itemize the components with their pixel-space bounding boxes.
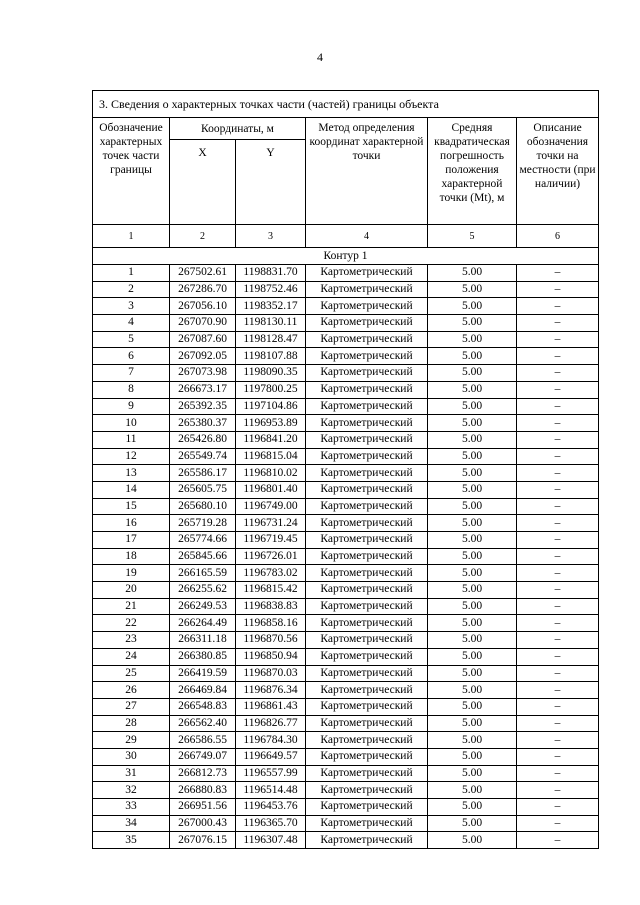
method-cell: Картометрический bbox=[306, 265, 428, 282]
description-cell: – bbox=[517, 398, 599, 415]
point-number-cell: 28 bbox=[93, 715, 170, 732]
description-cell: – bbox=[517, 765, 599, 782]
method-cell: Картометрический bbox=[306, 765, 428, 782]
description-cell: – bbox=[517, 615, 599, 632]
method-cell: Картометрический bbox=[306, 815, 428, 832]
point-number-cell: 18 bbox=[93, 548, 170, 565]
coord-y-cell: 1196841.20 bbox=[236, 431, 306, 448]
points-table-body bbox=[93, 265, 599, 849]
table-row bbox=[93, 381, 599, 398]
point-number-cell: 24 bbox=[93, 648, 170, 665]
point-number-cell: 5 bbox=[93, 331, 170, 348]
coord-y-cell: 1198752.46 bbox=[236, 281, 306, 298]
error-cell: 5.00 bbox=[428, 832, 517, 849]
table-row bbox=[93, 348, 599, 365]
coord-x-cell: 265845.66 bbox=[170, 548, 236, 565]
point-number-cell: 2 bbox=[93, 281, 170, 298]
description-cell: – bbox=[517, 431, 599, 448]
description-cell: – bbox=[517, 331, 599, 348]
point-number-cell: 8 bbox=[93, 381, 170, 398]
description-cell: – bbox=[517, 515, 599, 532]
error-cell: 5.00 bbox=[428, 348, 517, 365]
coord-x-cell: 266673.17 bbox=[170, 381, 236, 398]
column-number: 3 bbox=[236, 225, 306, 248]
method-cell: Картометрический bbox=[306, 698, 428, 715]
table-row bbox=[93, 815, 599, 832]
coord-y-cell: 1196870.03 bbox=[236, 665, 306, 682]
point-number-cell: 25 bbox=[93, 665, 170, 682]
table-row bbox=[93, 365, 599, 382]
point-number-cell: 35 bbox=[93, 832, 170, 849]
point-number-cell: 15 bbox=[93, 498, 170, 515]
table-row bbox=[93, 598, 599, 615]
method-cell: Картометрический bbox=[306, 615, 428, 632]
table-row bbox=[93, 315, 599, 332]
table-row bbox=[93, 715, 599, 732]
coord-x-cell: 266165.59 bbox=[170, 565, 236, 582]
description-cell: – bbox=[517, 315, 599, 332]
description-cell: – bbox=[517, 481, 599, 498]
column-number: 4 bbox=[306, 225, 428, 248]
section-title: 3. Сведения о характерных точках части (частей) границы объекта bbox=[93, 91, 599, 118]
table-row bbox=[93, 565, 599, 582]
error-cell: 5.00 bbox=[428, 632, 517, 649]
coord-x-cell: 265392.35 bbox=[170, 398, 236, 415]
method-cell: Картометрический bbox=[306, 598, 428, 615]
coord-y-cell: 1196749.00 bbox=[236, 498, 306, 515]
header-coordinates: Координаты, м bbox=[170, 118, 306, 140]
coord-y-cell: 1196953.89 bbox=[236, 415, 306, 432]
table-row bbox=[93, 265, 599, 282]
description-cell: – bbox=[517, 799, 599, 816]
point-number-cell: 7 bbox=[93, 365, 170, 382]
error-cell: 5.00 bbox=[428, 598, 517, 615]
description-cell: – bbox=[517, 682, 599, 699]
coord-y-cell: 1198352.17 bbox=[236, 298, 306, 315]
table-row bbox=[93, 498, 599, 515]
method-cell: Картометрический bbox=[306, 632, 428, 649]
point-number-cell: 16 bbox=[93, 515, 170, 532]
method-cell: Картометрический bbox=[306, 665, 428, 682]
description-cell: – bbox=[517, 748, 599, 765]
table-row bbox=[93, 515, 599, 532]
description-cell: – bbox=[517, 265, 599, 282]
coord-x-cell: 265426.80 bbox=[170, 431, 236, 448]
page-number: 4 bbox=[317, 50, 323, 64]
error-cell: 5.00 bbox=[428, 415, 517, 432]
characteristic-points-table bbox=[92, 90, 599, 849]
error-cell: 5.00 bbox=[428, 265, 517, 282]
coord-x-cell: 266880.83 bbox=[170, 782, 236, 799]
coord-y-cell: 1196784.30 bbox=[236, 732, 306, 749]
method-cell: Картометрический bbox=[306, 715, 428, 732]
point-number-cell: 17 bbox=[93, 532, 170, 549]
table-row bbox=[93, 398, 599, 415]
point-number-cell: 19 bbox=[93, 565, 170, 582]
point-number-cell: 30 bbox=[93, 748, 170, 765]
table-row bbox=[93, 698, 599, 715]
column-number: 6 bbox=[517, 225, 599, 248]
method-cell: Картометрический bbox=[306, 532, 428, 549]
table-row bbox=[93, 448, 599, 465]
point-number-cell: 13 bbox=[93, 465, 170, 482]
column-number: 5 bbox=[428, 225, 517, 248]
table-row bbox=[93, 748, 599, 765]
point-number-cell: 3 bbox=[93, 298, 170, 315]
method-cell: Картометрический bbox=[306, 832, 428, 849]
coord-y-cell: 1198130.11 bbox=[236, 315, 306, 332]
coord-x-cell: 266255.62 bbox=[170, 582, 236, 599]
coord-x-cell: 266749.07 bbox=[170, 748, 236, 765]
coord-y-cell: 1198107.88 bbox=[236, 348, 306, 365]
coord-x-cell: 265680.10 bbox=[170, 498, 236, 515]
method-cell: Картометрический bbox=[306, 348, 428, 365]
method-cell: Картометрический bbox=[306, 381, 428, 398]
description-cell: – bbox=[517, 648, 599, 665]
coord-x-cell: 265719.28 bbox=[170, 515, 236, 532]
error-cell: 5.00 bbox=[428, 782, 517, 799]
coord-x-cell: 267056.10 bbox=[170, 298, 236, 315]
coord-x-cell: 265605.75 bbox=[170, 481, 236, 498]
error-cell: 5.00 bbox=[428, 398, 517, 415]
coord-y-cell: 1196719.45 bbox=[236, 532, 306, 549]
coord-x-cell: 267087.60 bbox=[170, 331, 236, 348]
point-number-cell: 21 bbox=[93, 598, 170, 615]
contour-label: Контур 1 bbox=[93, 248, 599, 265]
method-cell: Картометрический bbox=[306, 648, 428, 665]
table-row bbox=[93, 465, 599, 482]
point-number-cell: 26 bbox=[93, 682, 170, 699]
coord-x-cell: 266380.85 bbox=[170, 648, 236, 665]
description-cell: – bbox=[517, 815, 599, 832]
coord-x-cell: 266249.53 bbox=[170, 598, 236, 615]
error-cell: 5.00 bbox=[428, 698, 517, 715]
error-cell: 5.00 bbox=[428, 448, 517, 465]
coord-y-cell: 1196861.43 bbox=[236, 698, 306, 715]
coord-y-cell: 1198831.70 bbox=[236, 265, 306, 282]
coord-y-cell: 1196838.83 bbox=[236, 598, 306, 615]
coord-y-cell: 1196307.48 bbox=[236, 832, 306, 849]
coord-x-cell: 266311.18 bbox=[170, 632, 236, 649]
table-row bbox=[93, 532, 599, 549]
point-number-cell: 23 bbox=[93, 632, 170, 649]
point-number-cell: 14 bbox=[93, 481, 170, 498]
error-cell: 5.00 bbox=[428, 748, 517, 765]
coord-x-cell: 266586.55 bbox=[170, 732, 236, 749]
method-cell: Картометрический bbox=[306, 582, 428, 599]
coord-x-cell: 267286.70 bbox=[170, 281, 236, 298]
method-cell: Картометрический bbox=[306, 732, 428, 749]
coord-x-cell: 265549.74 bbox=[170, 448, 236, 465]
point-number-cell: 1 bbox=[93, 265, 170, 282]
method-cell: Картометрический bbox=[306, 315, 428, 332]
method-cell: Картометрический bbox=[306, 298, 428, 315]
method-cell: Картометрический bbox=[306, 682, 428, 699]
method-cell: Картометрический bbox=[306, 465, 428, 482]
error-cell: 5.00 bbox=[428, 615, 517, 632]
table-row bbox=[93, 665, 599, 682]
point-number-cell: 10 bbox=[93, 415, 170, 432]
error-cell: 5.00 bbox=[428, 799, 517, 816]
coord-x-cell: 265586.17 bbox=[170, 465, 236, 482]
point-number-cell: 11 bbox=[93, 431, 170, 448]
coord-y-cell: 1196365.70 bbox=[236, 815, 306, 832]
coord-x-cell: 267000.43 bbox=[170, 815, 236, 832]
table-row bbox=[93, 431, 599, 448]
table-row bbox=[93, 765, 599, 782]
description-cell: – bbox=[517, 832, 599, 849]
method-cell: Картометрический bbox=[306, 415, 428, 432]
coord-y-cell: 1196453.76 bbox=[236, 799, 306, 816]
point-number-cell: 6 bbox=[93, 348, 170, 365]
point-number-cell: 22 bbox=[93, 615, 170, 632]
method-cell: Картометрический bbox=[306, 431, 428, 448]
coord-y-cell: 1196783.02 bbox=[236, 565, 306, 582]
table-row bbox=[93, 732, 599, 749]
coord-x-cell: 265774.66 bbox=[170, 532, 236, 549]
point-number-cell: 34 bbox=[93, 815, 170, 832]
error-cell: 5.00 bbox=[428, 765, 517, 782]
coord-y-cell: 1196810.02 bbox=[236, 465, 306, 482]
coord-y-cell: 1196514.48 bbox=[236, 782, 306, 799]
description-cell: – bbox=[517, 632, 599, 649]
coord-x-cell: 265380.37 bbox=[170, 415, 236, 432]
coord-y-cell: 1196858.16 bbox=[236, 615, 306, 632]
method-cell: Картометрический bbox=[306, 748, 428, 765]
error-cell: 5.00 bbox=[428, 582, 517, 599]
point-number-cell: 12 bbox=[93, 448, 170, 465]
coord-x-cell: 267070.90 bbox=[170, 315, 236, 332]
table-row bbox=[93, 582, 599, 599]
error-cell: 5.00 bbox=[428, 381, 517, 398]
description-cell: – bbox=[517, 782, 599, 799]
description-cell: – bbox=[517, 698, 599, 715]
table-row bbox=[93, 548, 599, 565]
method-cell: Картометрический bbox=[306, 782, 428, 799]
header-y: Y bbox=[236, 140, 306, 225]
coord-x-cell: 266469.84 bbox=[170, 682, 236, 699]
coord-x-cell: 267073.98 bbox=[170, 365, 236, 382]
table-row bbox=[93, 281, 599, 298]
description-cell: – bbox=[517, 582, 599, 599]
table-row bbox=[93, 615, 599, 632]
description-cell: – bbox=[517, 348, 599, 365]
point-number-cell: 4 bbox=[93, 315, 170, 332]
table-row bbox=[93, 648, 599, 665]
coord-y-cell: 1197800.25 bbox=[236, 381, 306, 398]
table-row bbox=[93, 331, 599, 348]
point-number-cell: 9 bbox=[93, 398, 170, 415]
error-cell: 5.00 bbox=[428, 665, 517, 682]
header-description: Описание обозначения точки на местности (при наличии) bbox=[517, 118, 599, 225]
error-cell: 5.00 bbox=[428, 732, 517, 749]
coord-y-cell: 1196870.56 bbox=[236, 632, 306, 649]
point-number-cell: 32 bbox=[93, 782, 170, 799]
header-point-designation: Обозначение характерных точек части границы bbox=[93, 118, 170, 225]
coord-x-cell: 267502.61 bbox=[170, 265, 236, 282]
coord-y-cell: 1196815.04 bbox=[236, 448, 306, 465]
error-cell: 5.00 bbox=[428, 648, 517, 665]
error-cell: 5.00 bbox=[428, 532, 517, 549]
description-cell: – bbox=[517, 598, 599, 615]
error-cell: 5.00 bbox=[428, 498, 517, 515]
method-cell: Картометрический bbox=[306, 365, 428, 382]
description-cell: – bbox=[517, 448, 599, 465]
method-cell: Картометрический bbox=[306, 548, 428, 565]
method-cell: Картометрический bbox=[306, 331, 428, 348]
coord-y-cell: 1198090.35 bbox=[236, 365, 306, 382]
table-row bbox=[93, 682, 599, 699]
description-cell: – bbox=[517, 381, 599, 398]
coord-x-cell: 267092.05 bbox=[170, 348, 236, 365]
point-number-cell: 31 bbox=[93, 765, 170, 782]
method-cell: Картометрический bbox=[306, 398, 428, 415]
coord-x-cell: 266951.56 bbox=[170, 799, 236, 816]
table-row bbox=[93, 782, 599, 799]
error-cell: 5.00 bbox=[428, 515, 517, 532]
error-cell: 5.00 bbox=[428, 315, 517, 332]
header-method: Метод определения координат характерной точки bbox=[306, 118, 428, 225]
method-cell: Картометрический bbox=[306, 281, 428, 298]
coord-y-cell: 1196826.77 bbox=[236, 715, 306, 732]
coord-y-cell: 1196876.34 bbox=[236, 682, 306, 699]
method-cell: Картометрический bbox=[306, 799, 428, 816]
coord-x-cell: 266548.83 bbox=[170, 698, 236, 715]
description-cell: – bbox=[517, 548, 599, 565]
error-cell: 5.00 bbox=[428, 331, 517, 348]
error-cell: 5.00 bbox=[428, 548, 517, 565]
description-cell: – bbox=[517, 415, 599, 432]
column-number: 1 bbox=[93, 225, 170, 248]
table-row bbox=[93, 799, 599, 816]
point-number-cell: 29 bbox=[93, 732, 170, 749]
description-cell: – bbox=[517, 715, 599, 732]
coord-y-cell: 1196815.42 bbox=[236, 582, 306, 599]
description-cell: – bbox=[517, 281, 599, 298]
error-cell: 5.00 bbox=[428, 465, 517, 482]
coord-y-cell: 1196726.01 bbox=[236, 548, 306, 565]
coord-x-cell: 266264.49 bbox=[170, 615, 236, 632]
coord-y-cell: 1198128.47 bbox=[236, 331, 306, 348]
error-cell: 5.00 bbox=[428, 565, 517, 582]
coord-y-cell: 1196801.40 bbox=[236, 481, 306, 498]
error-cell: 5.00 bbox=[428, 365, 517, 382]
coord-y-cell: 1196731.24 bbox=[236, 515, 306, 532]
method-cell: Картометрический bbox=[306, 565, 428, 582]
description-cell: – bbox=[517, 498, 599, 515]
coord-x-cell: 266562.40 bbox=[170, 715, 236, 732]
method-cell: Картометрический bbox=[306, 481, 428, 498]
error-cell: 5.00 bbox=[428, 298, 517, 315]
point-number-cell: 20 bbox=[93, 582, 170, 599]
description-cell: – bbox=[517, 298, 599, 315]
point-number-cell: 33 bbox=[93, 799, 170, 816]
header-error: Средняя квадратическая погрешность положения характерной точки (Mt), м bbox=[428, 118, 517, 225]
coord-x-cell: 267076.15 bbox=[170, 832, 236, 849]
error-cell: 5.00 bbox=[428, 815, 517, 832]
table-row bbox=[93, 298, 599, 315]
header-x: X bbox=[170, 140, 236, 225]
description-cell: – bbox=[517, 565, 599, 582]
method-cell: Картометрический bbox=[306, 498, 428, 515]
error-cell: 5.00 bbox=[428, 431, 517, 448]
table-row bbox=[93, 481, 599, 498]
coord-x-cell: 266419.59 bbox=[170, 665, 236, 682]
coord-y-cell: 1196557.99 bbox=[236, 765, 306, 782]
coord-x-cell: 266812.73 bbox=[170, 765, 236, 782]
table-row bbox=[93, 632, 599, 649]
error-cell: 5.00 bbox=[428, 481, 517, 498]
error-cell: 5.00 bbox=[428, 715, 517, 732]
error-cell: 5.00 bbox=[428, 281, 517, 298]
description-cell: – bbox=[517, 532, 599, 549]
point-number-cell: 27 bbox=[93, 698, 170, 715]
description-cell: – bbox=[517, 465, 599, 482]
description-cell: – bbox=[517, 732, 599, 749]
description-cell: – bbox=[517, 365, 599, 382]
method-cell: Картометрический bbox=[306, 448, 428, 465]
error-cell: 5.00 bbox=[428, 682, 517, 699]
coord-y-cell: 1197104.86 bbox=[236, 398, 306, 415]
table-row bbox=[93, 415, 599, 432]
column-number: 2 bbox=[170, 225, 236, 248]
description-cell: – bbox=[517, 665, 599, 682]
table-row bbox=[93, 832, 599, 849]
method-cell: Картометрический bbox=[306, 515, 428, 532]
coord-y-cell: 1196850.94 bbox=[236, 648, 306, 665]
coord-y-cell: 1196649.57 bbox=[236, 748, 306, 765]
